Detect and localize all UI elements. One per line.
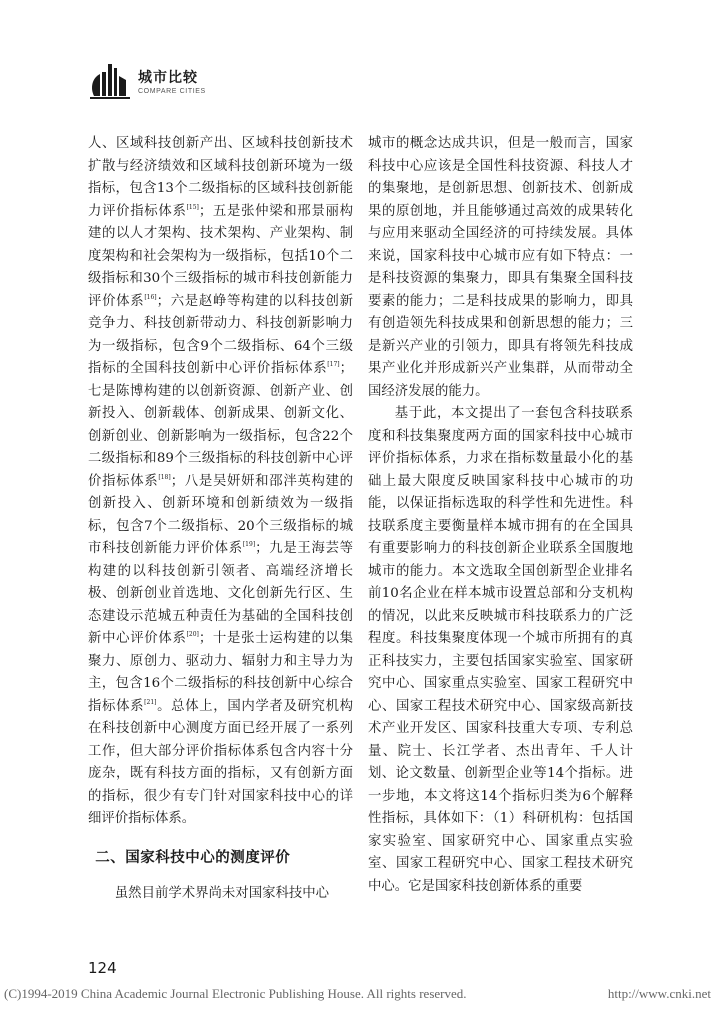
cnki-link[interactable]: http://www.cnki.net xyxy=(607,986,711,1001)
text-run: ；六是赵峥等构建的以科技创新竞争力、科技创新带动力、科技创新影响力为一级指标，包含9个二级指标、64个三级指标的全国科技创新中心评价指标体系 xyxy=(88,293,354,376)
citation-19: [19] xyxy=(242,541,256,548)
copyright-notice: (C)1994-2019 China Academic Journal Electronic Publishing House. All rights reserved. xyxy=(4,986,467,1001)
left-column xyxy=(88,133,353,905)
right-paragraph-1: 城市的概念达成共识，但是一般而言，国家科技中心应该是全国性科技资源、科技人才的集聚地，是创新思想、创新技术、创新成果的原创地，并且能够通过高效的成果转化与应用来驱动全国经济的可持续发展。具体来说，国家科技中心城市应有如下特点：一是科技资源的集聚力，即具有集聚全国科技要素的能力；二是科技成果的影响力，即具有创造领先科技成果和创新思想的能力；三是新兴产业的引领力，即具有将领先科技成果产业化并形成新兴产业集群，从而带动全国经济发展的能力。 xyxy=(368,136,633,399)
text-run: ；五是张仲梁和邢景丽构建的以人才架构、技术架构、产业架构、制度架构和社会架构为一级指标，包括10个二级指标和30个三级指标的城市科技创新能力评价体系 xyxy=(88,203,354,309)
text-run: ；九是王海芸等构建的以科技创新引领者、高端经济增长极、创新创业首选地、文化创新先行区、生态建设示范城五种责任为基础的全国科技创新中心评价体系 xyxy=(88,541,354,646)
text-run: ；七是陈博构建的以创新资源、创新产业、创新投入、创新载体、创新成果、创新文化、创新创业、创新影响为一级指标，包含22个二级指标和89个三级指标的科技创新中心评价指标体系 xyxy=(88,361,353,489)
citation-16: [16] xyxy=(144,293,157,301)
journal-section-name-en: COMPARE CITIES xyxy=(138,88,206,95)
journal-section-name: 城市比较 xyxy=(138,70,198,86)
citation-17: [17] xyxy=(327,361,340,368)
citation-18: [18] xyxy=(158,473,171,481)
citation-15: [15] xyxy=(186,203,199,211)
text-run: ；八是吴妍妍和邵泮英构建的创新投入、创新环境和创新绩效为一级指标，包含7个二级指标、20个三级指标的城市科技创新能力评价体系 xyxy=(88,473,354,556)
right-paragraph-2: 基于此，本文提出了一套包含科技联系度和科技集聚度两方面的国家科技中心城市评价指标体系，力求在指标数量最小化的基础上最大限度反映国家科技中心城市的功能，以保证指标选取的科学性和先进性。科技联系度主要衡量样本城市拥有的在全国具有重要影响力的科技创新企业联系全国腹地城市的能力。本文选取全国创新型企业排名前10名企业在样本城市设置总部和分支机构的情况，以此来反映城市科技联系力的广泛程度。科技集聚度体现一个城市所拥有的真正科技实力，主要包括国家实验室、国家研究中心、国家重点实验室、国家工程研究中心、国家工程技术研究中心、国家级高新技术产业开发区、国家科技重大专项、专利总量、院士、长江学者、杰出青年、千人计划、论文数量、创新型企业等14个指标。进一步地，本文将这14个指标归类为6个解释性指标，具体如下：（1）科研机构：包括国家实验室、国家研究中心、国家重点实验室、国家工程研究中心、国家工程技术研究中心。它是国家科技创新体系的重要 xyxy=(368,406,633,894)
text-run: ；十是张士运构建的以集聚力、原创力、驱动力、辐射力和主导力为主，包含16个二级指标的科技创新中心综合指标体系 xyxy=(88,631,354,714)
right-column xyxy=(368,133,633,898)
citation-20: [20] xyxy=(186,631,199,638)
copyright-footer xyxy=(4,986,711,1002)
page-number: 124 xyxy=(88,959,117,977)
city-skyline-logo-icon xyxy=(88,62,132,102)
left-paragraph-1 xyxy=(88,133,353,831)
text-run: 人、区域科技创新产出、区域科技创新技术扩散与经济绩效和区域科技创新环境为一级指标，包含13个二级指标的区域科技创新能力评价指标体系 xyxy=(88,136,353,219)
citation-21: [21] xyxy=(144,698,157,706)
section-heading: 二、国家科技中心的测度评价 xyxy=(95,849,291,866)
left-paragraph-2: 虽然目前学术界尚未对国家科技中心 xyxy=(114,885,330,901)
text-run: 。总体上，国内学者及研究机构在科技创新中心测度方面已经开展了一系列工作，但大部分评价指标体系包含内容十分庞杂，既有科技方面的指标，又有创新方面的指标，很少有专门针对国家科技中心的详细评价指标体系。 xyxy=(88,698,354,826)
